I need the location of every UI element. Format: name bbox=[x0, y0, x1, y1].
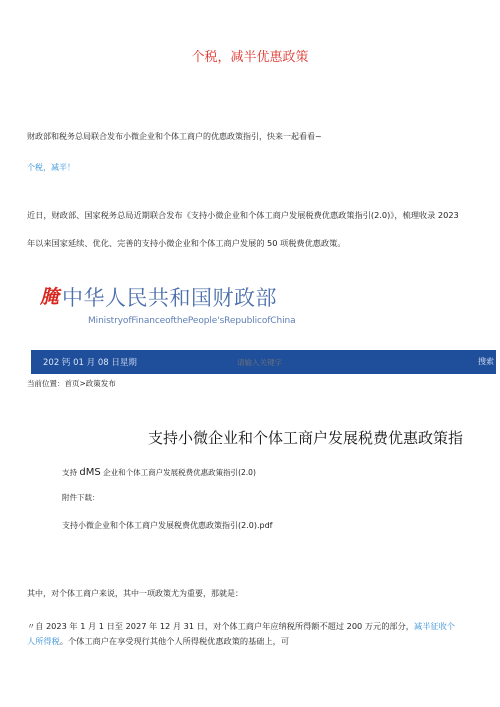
article-title: 支持小微企业和个体工商户发展税费优惠政策指 bbox=[148, 429, 464, 447]
attachment-label: 附件下载： bbox=[62, 493, 100, 502]
paragraph-3-highlight-cont: 人所得税 bbox=[27, 636, 60, 646]
highlight-tag: 个税，减半！ bbox=[27, 163, 75, 172]
paragraph-1-line-1: 近日，财政部、国家税务总局近期联合发布《支持小微企业和个体工商户发展税费优惠政策指引(2.0)》，梳理收录 2023 bbox=[27, 210, 459, 220]
paragraph-3-line-2 bbox=[27, 636, 289, 647]
navbar-date: 202 钙 01 月 08 日星期 bbox=[43, 358, 137, 368]
doc-prefix: 支持 bbox=[62, 468, 80, 477]
intro-text: 财政部和税务总局联合发布小微企业和个体工商户的优惠政策指引，快来一起看看~ bbox=[27, 132, 322, 141]
paragraph-3-text: 〃自 2023 年 1 月 1 日至 2027 年 12 月 31 日，对个体工商户年应纳税所得额不超过 200 万元的部分， bbox=[27, 621, 414, 631]
ministry-name-en: MinistryofFinanceofthePeople'sRepublicofChina bbox=[88, 316, 296, 326]
paragraph-3-line-1 bbox=[27, 621, 455, 632]
paragraph-1-line-2: 年以来国家延续、优化、完善的支持小微企业和个体工商户发展的 50 项税费优惠政策。 bbox=[27, 238, 346, 248]
breadcrumb bbox=[27, 378, 116, 389]
paragraph-3-highlight: 减半征收个 bbox=[414, 621, 455, 631]
breadcrumb-section-link[interactable]: 政策发布 bbox=[85, 379, 116, 388]
breadcrumb-prefix: 当前位置： bbox=[27, 379, 65, 388]
page-title: 个税，减半优惠政策 bbox=[191, 50, 309, 65]
paragraph-3-text-cont: 。个体工商户在享受现行其他个人所得税优惠政策的基础上，可 bbox=[59, 636, 290, 646]
breadcrumb-separator: > bbox=[79, 379, 86, 388]
ministry-emblem-icon: 腌 bbox=[40, 286, 60, 308]
document-link[interactable] bbox=[62, 467, 256, 478]
paragraph-2: 其中，对个体工商户来说，其中一项政策尤为重要，那就是： bbox=[27, 589, 243, 598]
breadcrumb-home-link[interactable]: 首页 bbox=[64, 379, 80, 388]
ministry-name-cn: 中华人民共和国财政部 bbox=[62, 286, 277, 310]
search-input[interactable] bbox=[235, 357, 399, 368]
attachment-file-link[interactable]: 支持小微企业和个体工商户发展税费优惠政策指引(2.0).pdf bbox=[62, 521, 273, 530]
doc-rest: 企业和个体工商户发展税费优惠政策指引(2.0) bbox=[100, 468, 256, 477]
doc-garbled: dMS bbox=[79, 467, 101, 478]
site-navbar bbox=[31, 350, 496, 374]
search-button[interactable]: 搜索 bbox=[478, 357, 494, 366]
